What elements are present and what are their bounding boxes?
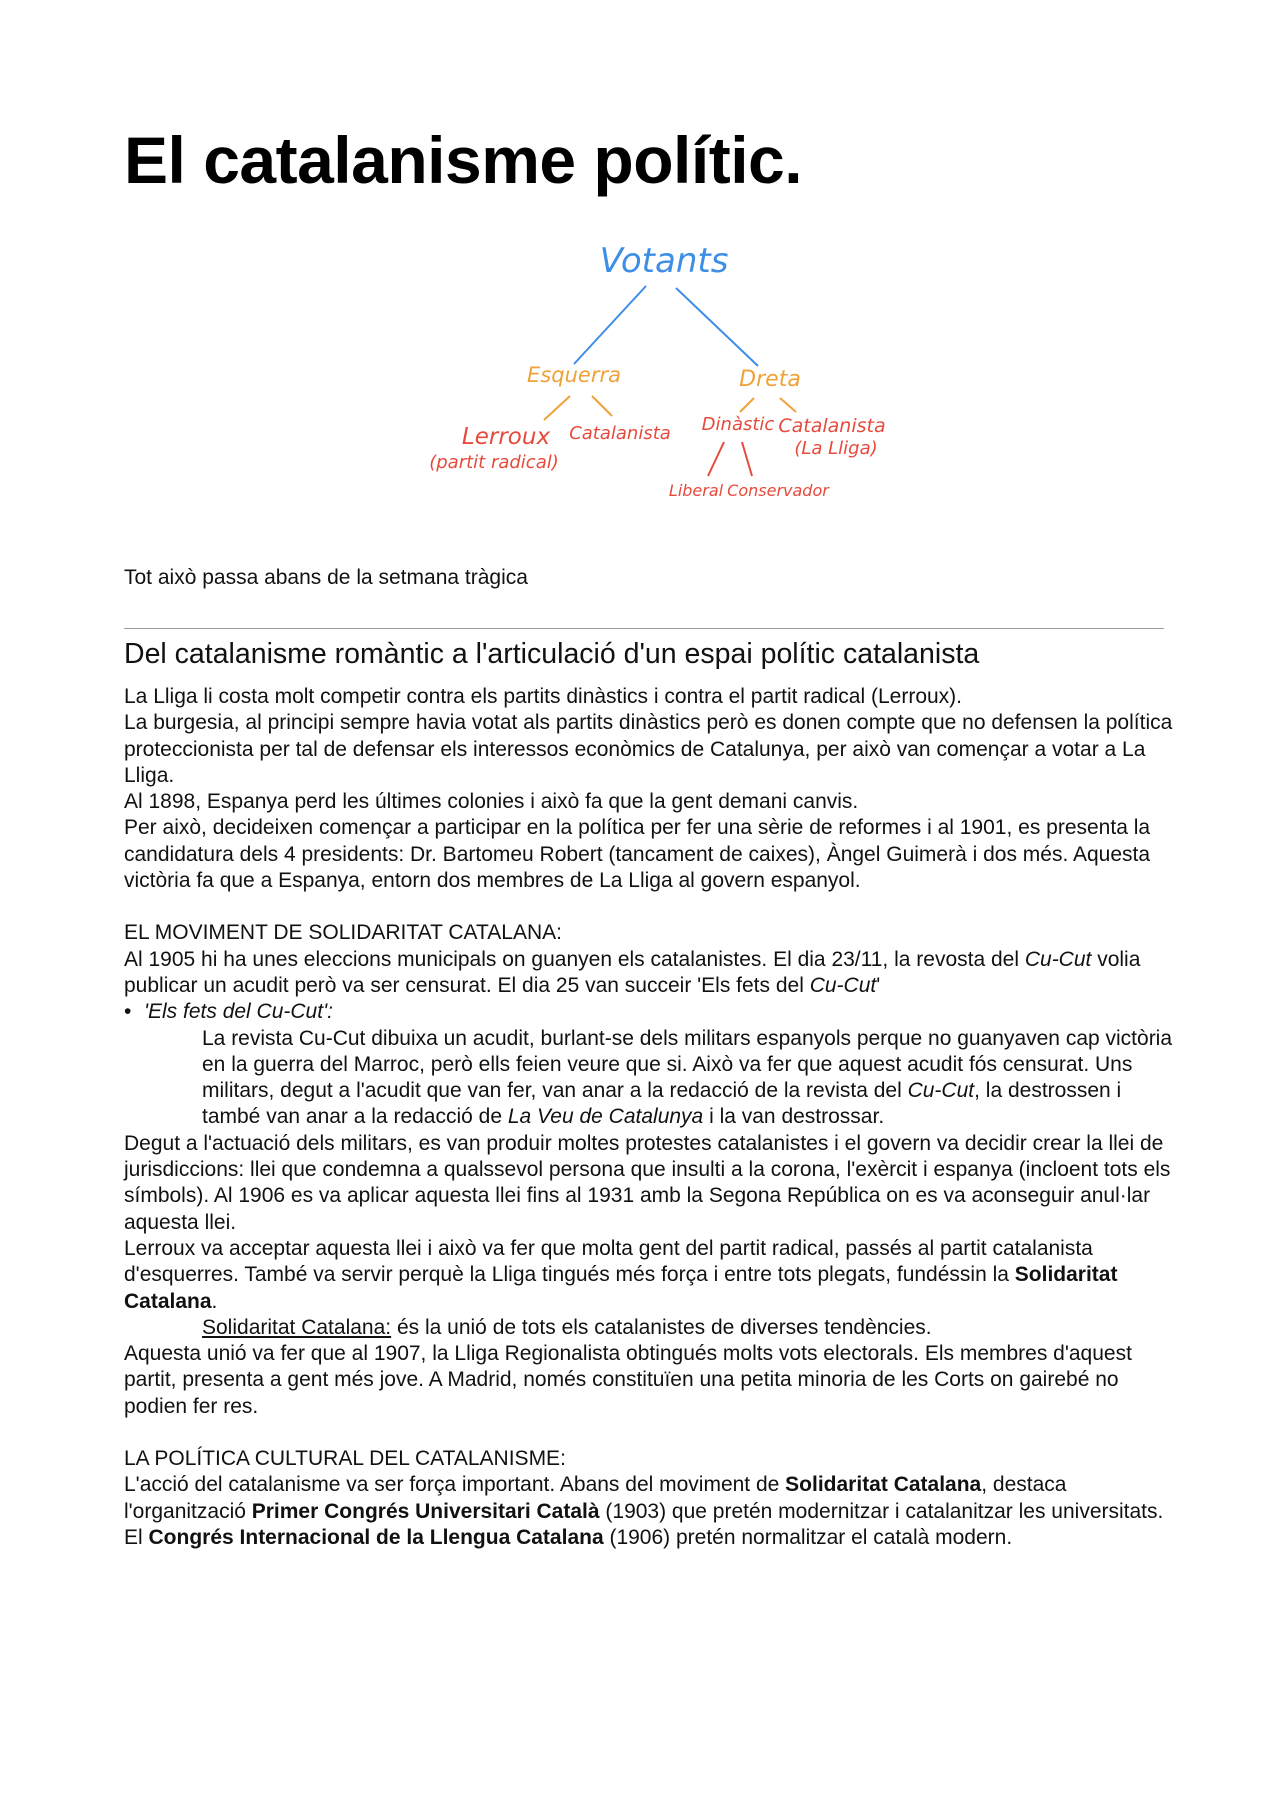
diagram-esquerra-label: Esquerra — [527, 363, 621, 387]
solidaritat-paragraph-4: Aquesta unió va fer que al 1907, la Lliga Regionalista obtingués molts vots electorals. Els membres d'aquest partit, presenta a gent més jove. A Madrid, només constituïen una petita minoria de les Corts on gairebé no podien fer res. — [124, 1342, 1132, 1418]
text-run: (1906) pretén normalitzar el català modern. — [603, 1525, 1013, 1549]
paragraph-gap — [124, 1420, 1174, 1446]
definition-term: Solidaritat Catalana: — [202, 1315, 392, 1339]
diagram-dreta-to-dinastic — [740, 398, 754, 412]
diagram-la-lliga-note: (La Lliga) — [794, 438, 878, 459]
solidaritat-paragraph-1 — [124, 947, 1174, 1000]
congres-universitari-bold: Primer Congrés Universitari Català — [251, 1499, 600, 1523]
text-run: , la destrossen i també van anar a la redacció de — [202, 1079, 1122, 1129]
text-run: Al 1905 hi ha unes eleccions municipals on guanyen els catalanistes. El dia 23/11, la revosta del — [124, 947, 1025, 971]
la-veu-italic: La Veu de Catalunya — [507, 1105, 704, 1129]
solidaritat-paragraph-2: Degut a l'actuació dels militars, es van produir moltes protestes catalanistes i el govern va decidir crear la llei de jurisdiccions: llei que condemna a qualssevol persona que insulti a la corona, l'exèrcit i espanya (incloent tots els símbols). Al 1906 es va aplicar aquesta llei fins al 1931 amb la Segona República on es va aconseguir anul·lar aquesta llei. — [124, 1131, 1171, 1234]
bullet-text: 'Els fets del Cu-Cut': — [144, 1000, 333, 1024]
text-run: L'acció del catalanisme va ser força important. Abans del moviment de — [124, 1473, 786, 1497]
document-body — [124, 684, 1174, 1551]
cucut-italic: Cu-Cut — [1024, 947, 1092, 971]
section-title: Del catalanisme romàntic a l'articulació d'un espai polític catalanista — [124, 638, 980, 670]
intro-paragraph-3: Al 1898, Espanya perd les últimes colonies i això fa que la gent demani canvis. — [124, 790, 859, 814]
diagram-lerroux-label: Lerroux — [461, 424, 551, 450]
solidaritat-bold: Solidaritat Catalana — [785, 1473, 982, 1497]
party-tree-diagram — [424, 236, 984, 516]
diagram-conservador-label: Conservador — [727, 481, 829, 500]
cultural-paragraph — [124, 1472, 1174, 1551]
solidaritat-paragraph-3 — [124, 1236, 1174, 1315]
solidaritat-definition — [124, 1315, 1174, 1341]
congres-llengua-bold: Congrés Internacional de la Llengua Catalana — [148, 1525, 604, 1549]
text-run: (1903) que pretén modernitzar i catalanitzar les universitats. El — [124, 1499, 1164, 1549]
diagram-dreta-label: Dreta — [739, 367, 801, 392]
definition-text: és la unió de tots els catalanistes de diverses tendències. — [391, 1315, 932, 1339]
setmana-tragica-note: Tot això passa abans de la setmana tràgica — [124, 566, 528, 589]
text-run: Lerroux va acceptar aquesta llei i això va fer que molta gent del partit radical, passés al partit catalanista d'esquerres. També va servir perquè la Lliga tingués més força i entre tots plegats, fundéssin la — [124, 1236, 1093, 1287]
bullet-dot: • — [124, 1000, 132, 1024]
bullet-list-item — [124, 999, 1174, 1025]
paragraph-gap — [124, 894, 1174, 920]
cultural-heading: LA POLÍTICA CULTURAL DEL CATALANISME: — [124, 1447, 566, 1471]
text-run: , destaca l'organització — [124, 1473, 1067, 1523]
cucut-italic: Cu-Cut — [809, 973, 877, 997]
diagram-left-catalanista-label: Catalanista — [569, 423, 671, 444]
section-divider — [124, 628, 1164, 629]
diagram-esquerra-to-lerroux — [544, 396, 570, 420]
page-title: El catalanisme polític. — [124, 123, 803, 197]
diagram-branch-right — [676, 288, 758, 366]
diagram-esquerra-to-catalanista — [592, 396, 612, 416]
solidaritat-bold: Solidaritat Catalana — [124, 1263, 1118, 1313]
diagram-dinastic-label: Dinàstic — [701, 414, 775, 435]
diagram-dinastic-to-liberal — [708, 442, 724, 476]
diagram-partit-radical-note: (partit radical) — [429, 452, 559, 473]
solidaritat-heading: EL MOVIMENT DE SOLIDARITAT CATALANA: — [124, 921, 562, 945]
intro-paragraph-4: Per això, decideixen començar a participar en la política per fer una sèrie de reformes i al 1901, es presenta la candidatura dels 4 presidents: Dr. Bartomeu Robert (tancament de caixes), Àngel Guimerà i dos més. Aquesta victòria fa que a Espanya, entorn dos membres de La Lliga al govern espanyol. — [124, 816, 1151, 893]
text-run: i la van destrossar. — [703, 1105, 885, 1129]
intro-paragraph-2: La burgesia, al principi sempre havia votat als partits dinàstics però es donen compte que no defensen la política proteccionista per tal de defensar els interessos econòmics de Catalunya, per això van començar a votar a La Lliga. — [124, 711, 1173, 787]
diagram-liberal-label: Liberal — [668, 481, 724, 500]
diagram-dreta-to-catalanista — [780, 398, 796, 412]
text-run: . — [211, 1289, 218, 1313]
diagram-dinastic-to-conservador — [742, 442, 752, 476]
diagram-root-label: Votants — [599, 241, 729, 281]
diagram-branch-left — [574, 286, 646, 364]
text-run: ' — [876, 973, 881, 997]
cucut-italic: Cu-Cut — [907, 1079, 975, 1103]
diagram-right-catalanista-label: Catalanista — [778, 415, 886, 437]
cucut-indented-paragraph — [124, 1026, 1174, 1131]
intro-paragraph-1: La Lliga li costa molt competir contra els partits dinàstics i contra el partit radical (Lerroux). — [124, 685, 963, 708]
text-run: La revista Cu-Cut dibuixa un acudit, burlant-se dels militars espanyols perque no guanyaven cap victòria en la guerra del Marroc, però ells feien veure que si. Això va fer que aquest acudit fós censurat. Uns militars, degut a l'acudit que van fer, van anar a la redacció de la revista del — [202, 1026, 1173, 1103]
text-run: volia publicar un acudit però va ser censurat. El dia 25 van succeir 'Els fets del — [124, 947, 1141, 997]
